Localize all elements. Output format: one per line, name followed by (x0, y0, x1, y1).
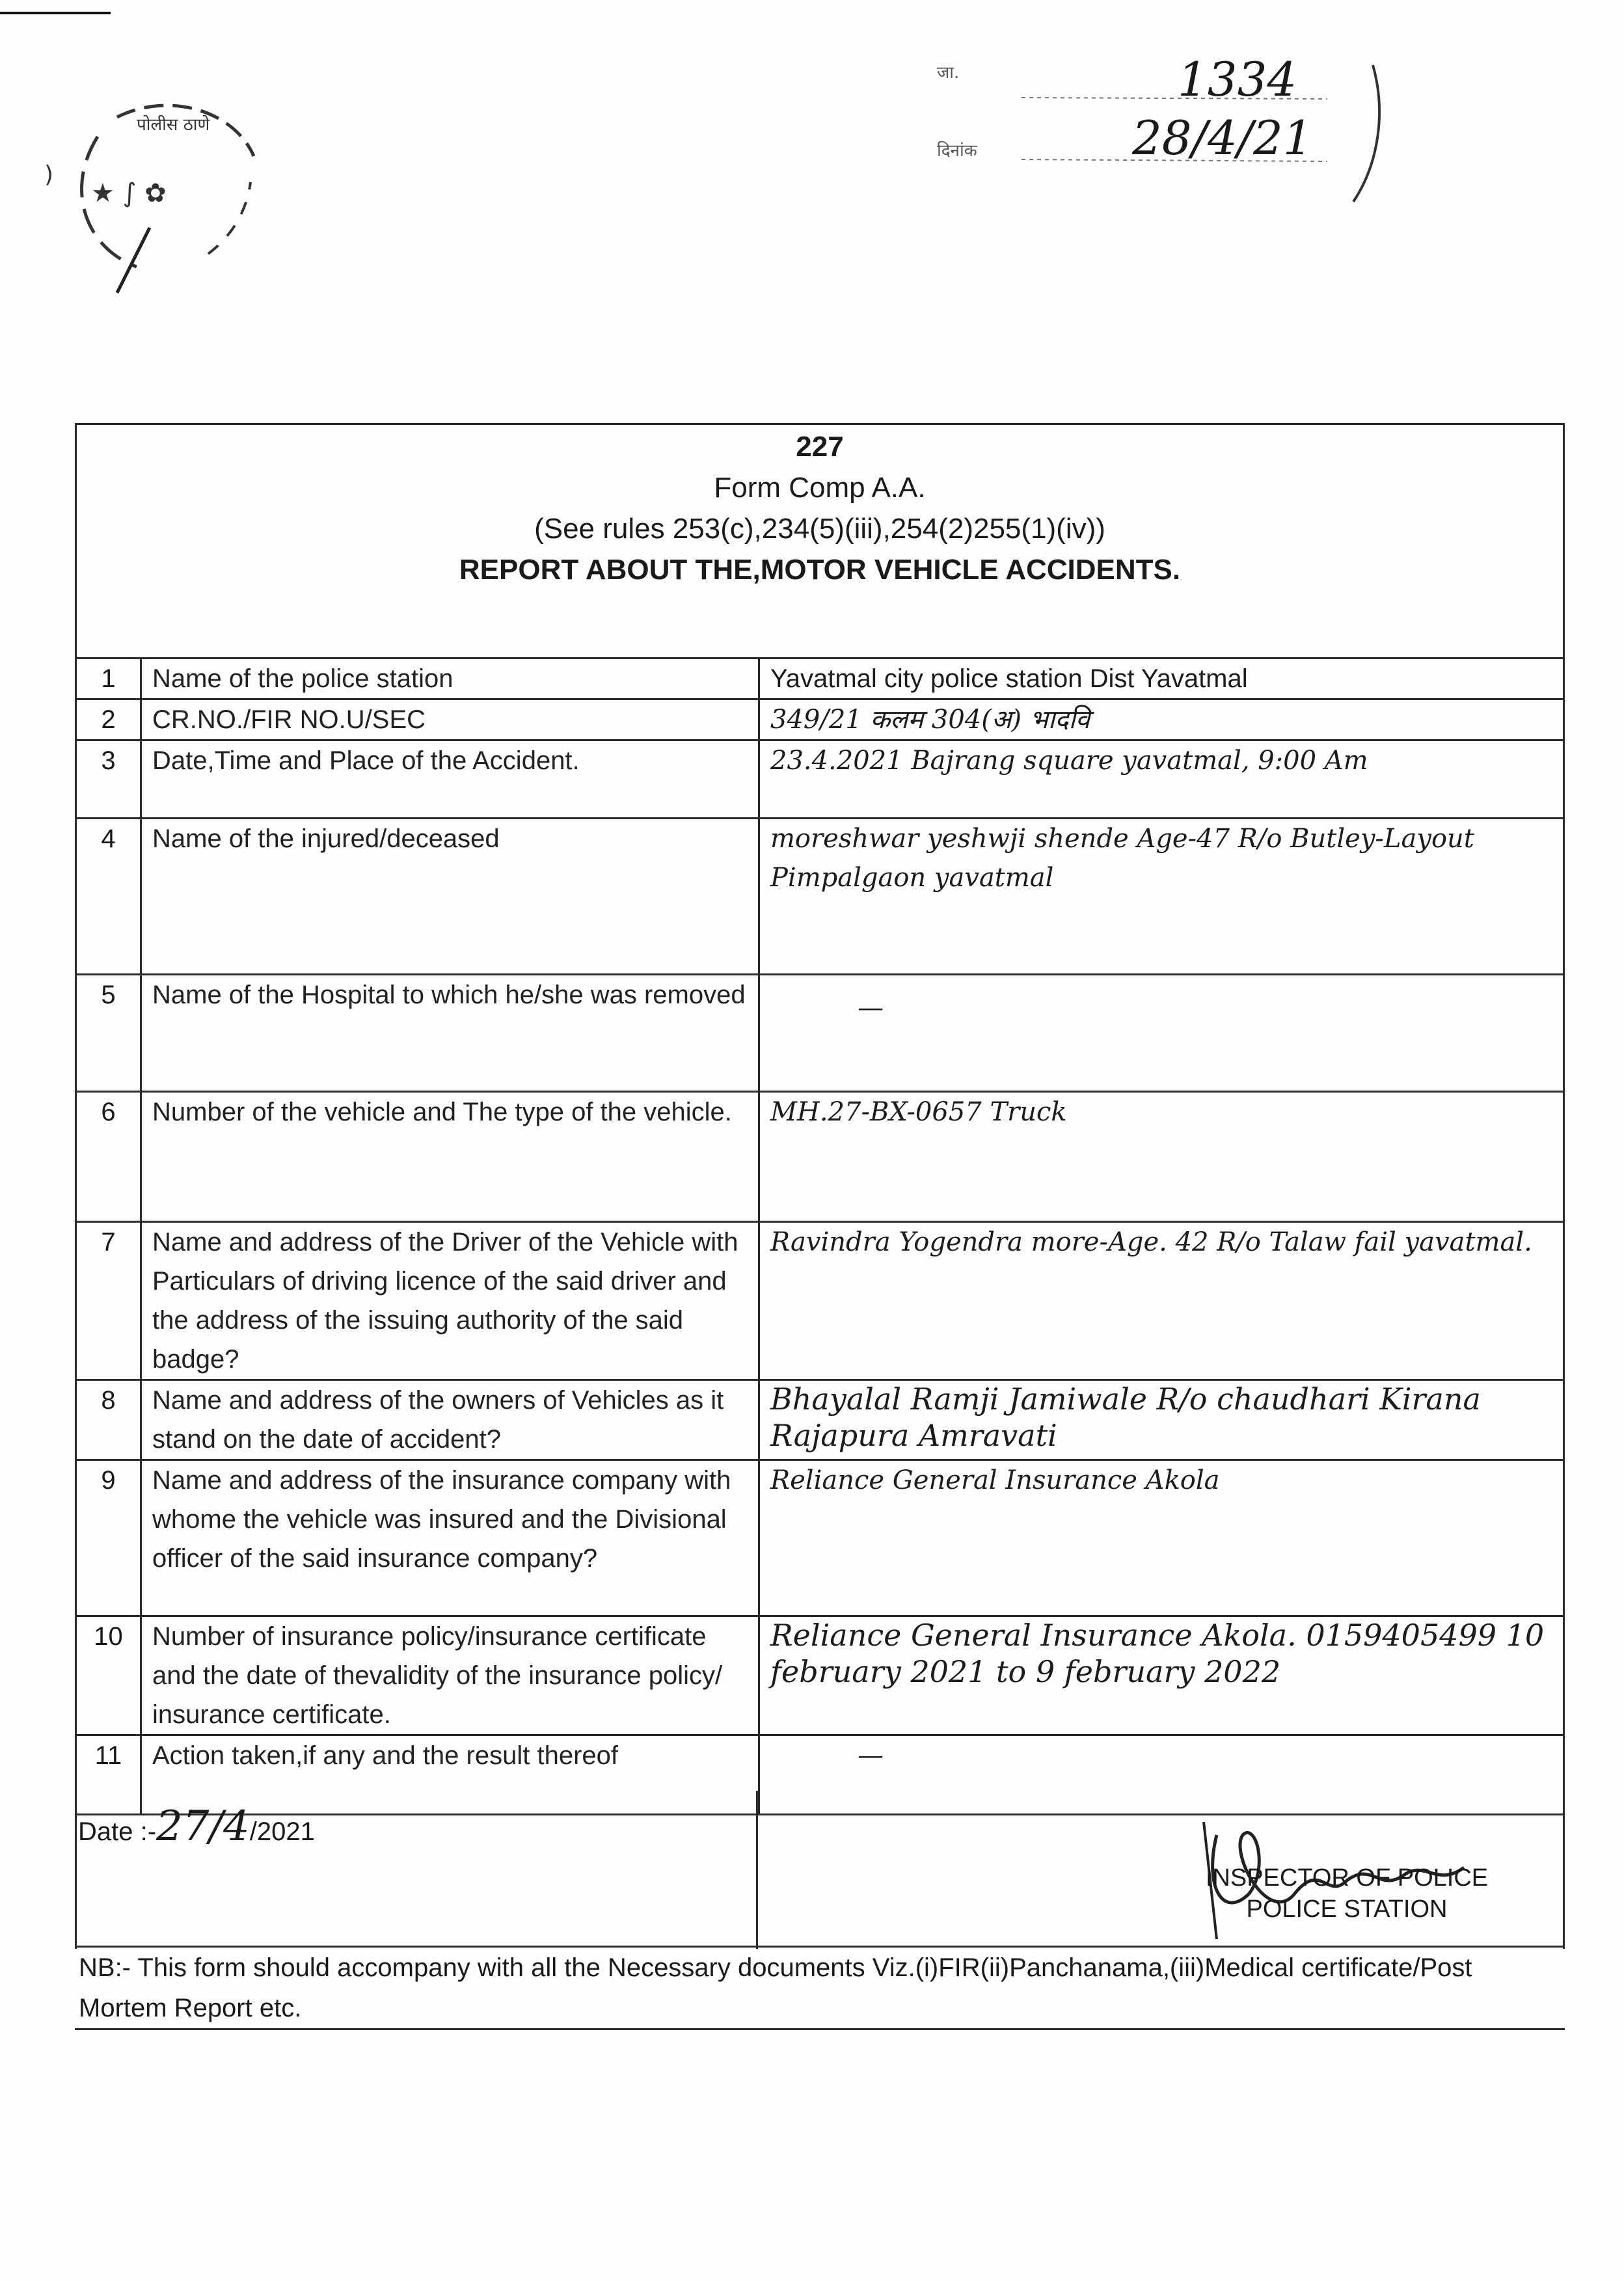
table-row (76, 1460, 1564, 1616)
form-header (75, 426, 1565, 590)
row-number: 1 (76, 659, 141, 700)
row-question: CR.NO./FIR NO.U/SEC (141, 700, 759, 740)
designation-line-1: INSPECTOR OF POLICE (1205, 1864, 1489, 1892)
row-question: Name and address of the Driver of the Vehicle with Particulars of driving licence of the said driver and the address of the issuing authority of the said badge? (141, 1222, 759, 1380)
row-number: 9 (76, 1460, 141, 1616)
rules-reference: (See rules 253(c),234(5)(iii),254(2)255(1)(iv)) (534, 513, 1105, 545)
svg-text:पोलीस ठाणे: पोलीस ठाणे (137, 115, 210, 135)
table-row (76, 1380, 1564, 1460)
row-number: 3 (76, 740, 141, 819)
serial-number: 227 (796, 431, 844, 463)
row-answer: Reliance General Insurance Akola. 0159405499 10 february 2021 to 9 february 2022 (759, 1616, 1564, 1735)
row-question: Number of the vehicle and The type of the vehicle. (141, 1092, 759, 1222)
row-answer: — (759, 975, 1564, 1092)
svg-text:दिनांक: दिनांक (937, 141, 977, 161)
table-row (76, 740, 1564, 819)
date-label: Date :- (78, 1817, 157, 1846)
designation-line-2: POLICE STATION (1246, 1895, 1448, 1923)
table-row (76, 975, 1564, 1092)
row-answer: Bhayalal Ramji Jamiwale R/o chaudhari Kirana Rajapura Amravati (759, 1380, 1564, 1460)
row-question: Date,Time and Place of the Accident. (141, 740, 759, 819)
table-row (76, 1092, 1564, 1222)
row-answer: Ravindra Yogendra more-Age. 42 R/o Talaw fail yavatmal. (759, 1222, 1564, 1380)
svg-text:जा.: जा. (937, 63, 960, 83)
footnote: NB:- This form should accompany with all the Necessary documents Viz.(i)FIR(ii)Panchanama,(iii)Medical certificate/Post Mortem Report etc. (75, 1946, 1565, 2030)
row-question: Name of the injured/deceased (141, 819, 759, 975)
table-row (76, 1616, 1564, 1735)
inward-date: 28/4/21 (1132, 111, 1313, 165)
date-year: /2021 (249, 1817, 315, 1846)
inward-register-stamp (937, 52, 1392, 208)
table-row (76, 819, 1564, 975)
row-question: Name and address of the owners of Vehicles as it stand on the date of accident? (141, 1380, 759, 1460)
report-date (78, 1802, 315, 1851)
officer-designation (1197, 1862, 1496, 1925)
table-row (76, 1222, 1564, 1380)
row-number: 11 (76, 1735, 141, 1815)
date-handwritten: 27/4 (156, 1802, 250, 1851)
svg-text:★ ∫ ✿: ★ ∫ ✿ (91, 178, 167, 208)
row-answer: moreshwar yeshwji shende Age-47 R/o Butley-Layout Pimpalgaon yavatmal (759, 819, 1564, 975)
row-number: 7 (76, 1222, 141, 1380)
row-question: Name and address of the insurance company with whome the vehicle was insured and the Divisional officer of the said insurance company? (141, 1460, 759, 1616)
accident-report-table (75, 657, 1565, 1815)
row-number: 5 (76, 975, 141, 1092)
row-number: 8 (76, 1380, 141, 1460)
row-answer: Yavatmal city police station Dist Yavatmal (759, 659, 1564, 700)
row-number: 4 (76, 819, 141, 975)
round-seal-icon (39, 78, 280, 299)
row-number: 6 (76, 1092, 141, 1222)
svg-text:): ) (44, 161, 54, 188)
row-answer: — (759, 1735, 1564, 1815)
row-answer: 23.4.2021 Bajrang square yavatmal, 9:00 Am (759, 740, 1564, 819)
table-row (76, 659, 1564, 700)
row-answer: Reliance General Insurance Akola (759, 1460, 1564, 1616)
table-row (76, 700, 1564, 740)
inward-number: 1334 (1178, 52, 1297, 107)
row-question: Number of insurance policy/insurance certificate and the date of thevalidity of the insurance policy/ insurance certificate. (141, 1616, 759, 1735)
row-question: Name of the Hospital to which he/she was removed (141, 975, 759, 1092)
row-question: Name of the police station (141, 659, 759, 700)
form-title: Form Comp A.A. (714, 472, 926, 504)
top-rule (0, 12, 111, 14)
row-answer: MH.27-BX-0657 Truck (759, 1092, 1564, 1222)
row-answer: 349/21 कलम 304(अ) भादवि (759, 700, 1564, 740)
row-number: 2 (76, 700, 141, 740)
report-title: REPORT ABOUT THE,MOTOR VEHICLE ACCIDENTS. (459, 554, 1181, 586)
row-question: Action taken,if any and the result thereof (141, 1735, 759, 1815)
row-number: 10 (76, 1616, 141, 1735)
